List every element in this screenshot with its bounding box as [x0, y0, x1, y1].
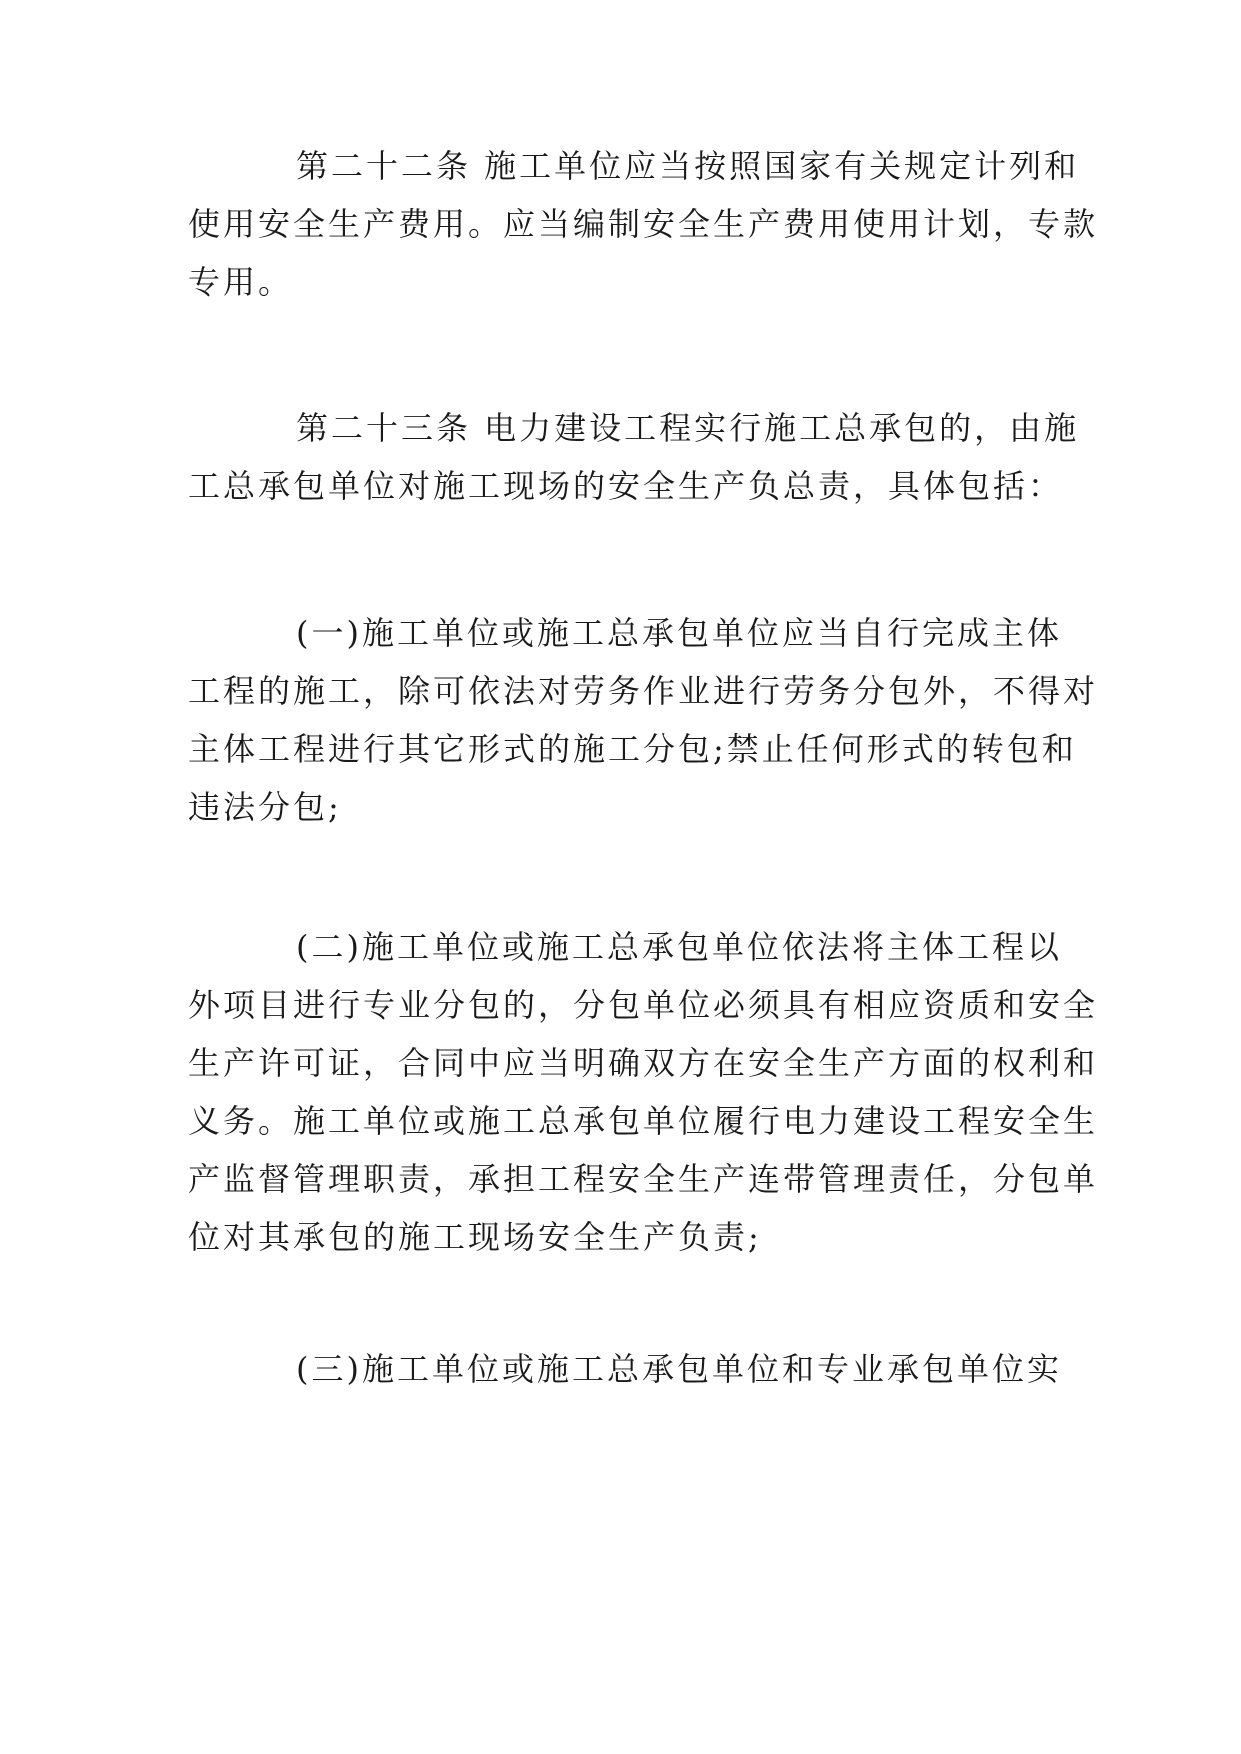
paragraph-item-1 — [188, 604, 1099, 836]
paragraph-article-22 — [188, 137, 1099, 311]
text-line: 使用安全生产费用。应当编制安全生产费用使用计划，专款 — [188, 205, 1099, 243]
text-line: 生产许可证，合同中应当明确双方在安全生产方面的权利和 — [188, 1044, 1099, 1082]
text-line: 违法分包; — [188, 788, 342, 826]
text-line: 工总承包单位对施工现场的安全生产负总责，具体包括： — [188, 467, 1064, 505]
paragraph-item-3 — [188, 1340, 1062, 1398]
text-line: 义务。施工单位或施工总承包单位履行电力建设工程安全生 — [188, 1102, 1099, 1140]
text-line: (二)施工单位或施工总承包单位依法将主体工程以 — [296, 928, 1062, 966]
text-line: (三)施工单位或施工总承包单位和专业承包单位实 — [296, 1350, 1062, 1388]
text-line: 第二十二条 施工单位应当按照国家有关规定计列和 — [296, 147, 1080, 185]
text-line: 主体工程进行其它形式的施工分包;禁止任何形式的转包和 — [188, 730, 1077, 768]
text-line: 产监督管理职责，承担工程安全生产连带管理责任，分包单 — [188, 1160, 1099, 1198]
paragraph-item-2 — [188, 918, 1099, 1266]
text-line: 工程的施工，除可依法对劳务作业进行劳务分包外，不得对 — [188, 672, 1099, 710]
text-line: (一)施工单位或施工总承包单位应当自行完成主体 — [296, 614, 1062, 652]
text-line: 第二十三条 电力建设工程实行施工总承包的，由施 — [296, 409, 1080, 447]
text-line: 位对其承包的施工现场安全生产负责; — [188, 1218, 762, 1256]
text-line: 专用。 — [188, 263, 294, 301]
text-line: 外项目进行专业分包的，分包单位必须具有相应资质和安全 — [188, 986, 1099, 1024]
paragraph-article-23 — [188, 399, 1080, 515]
